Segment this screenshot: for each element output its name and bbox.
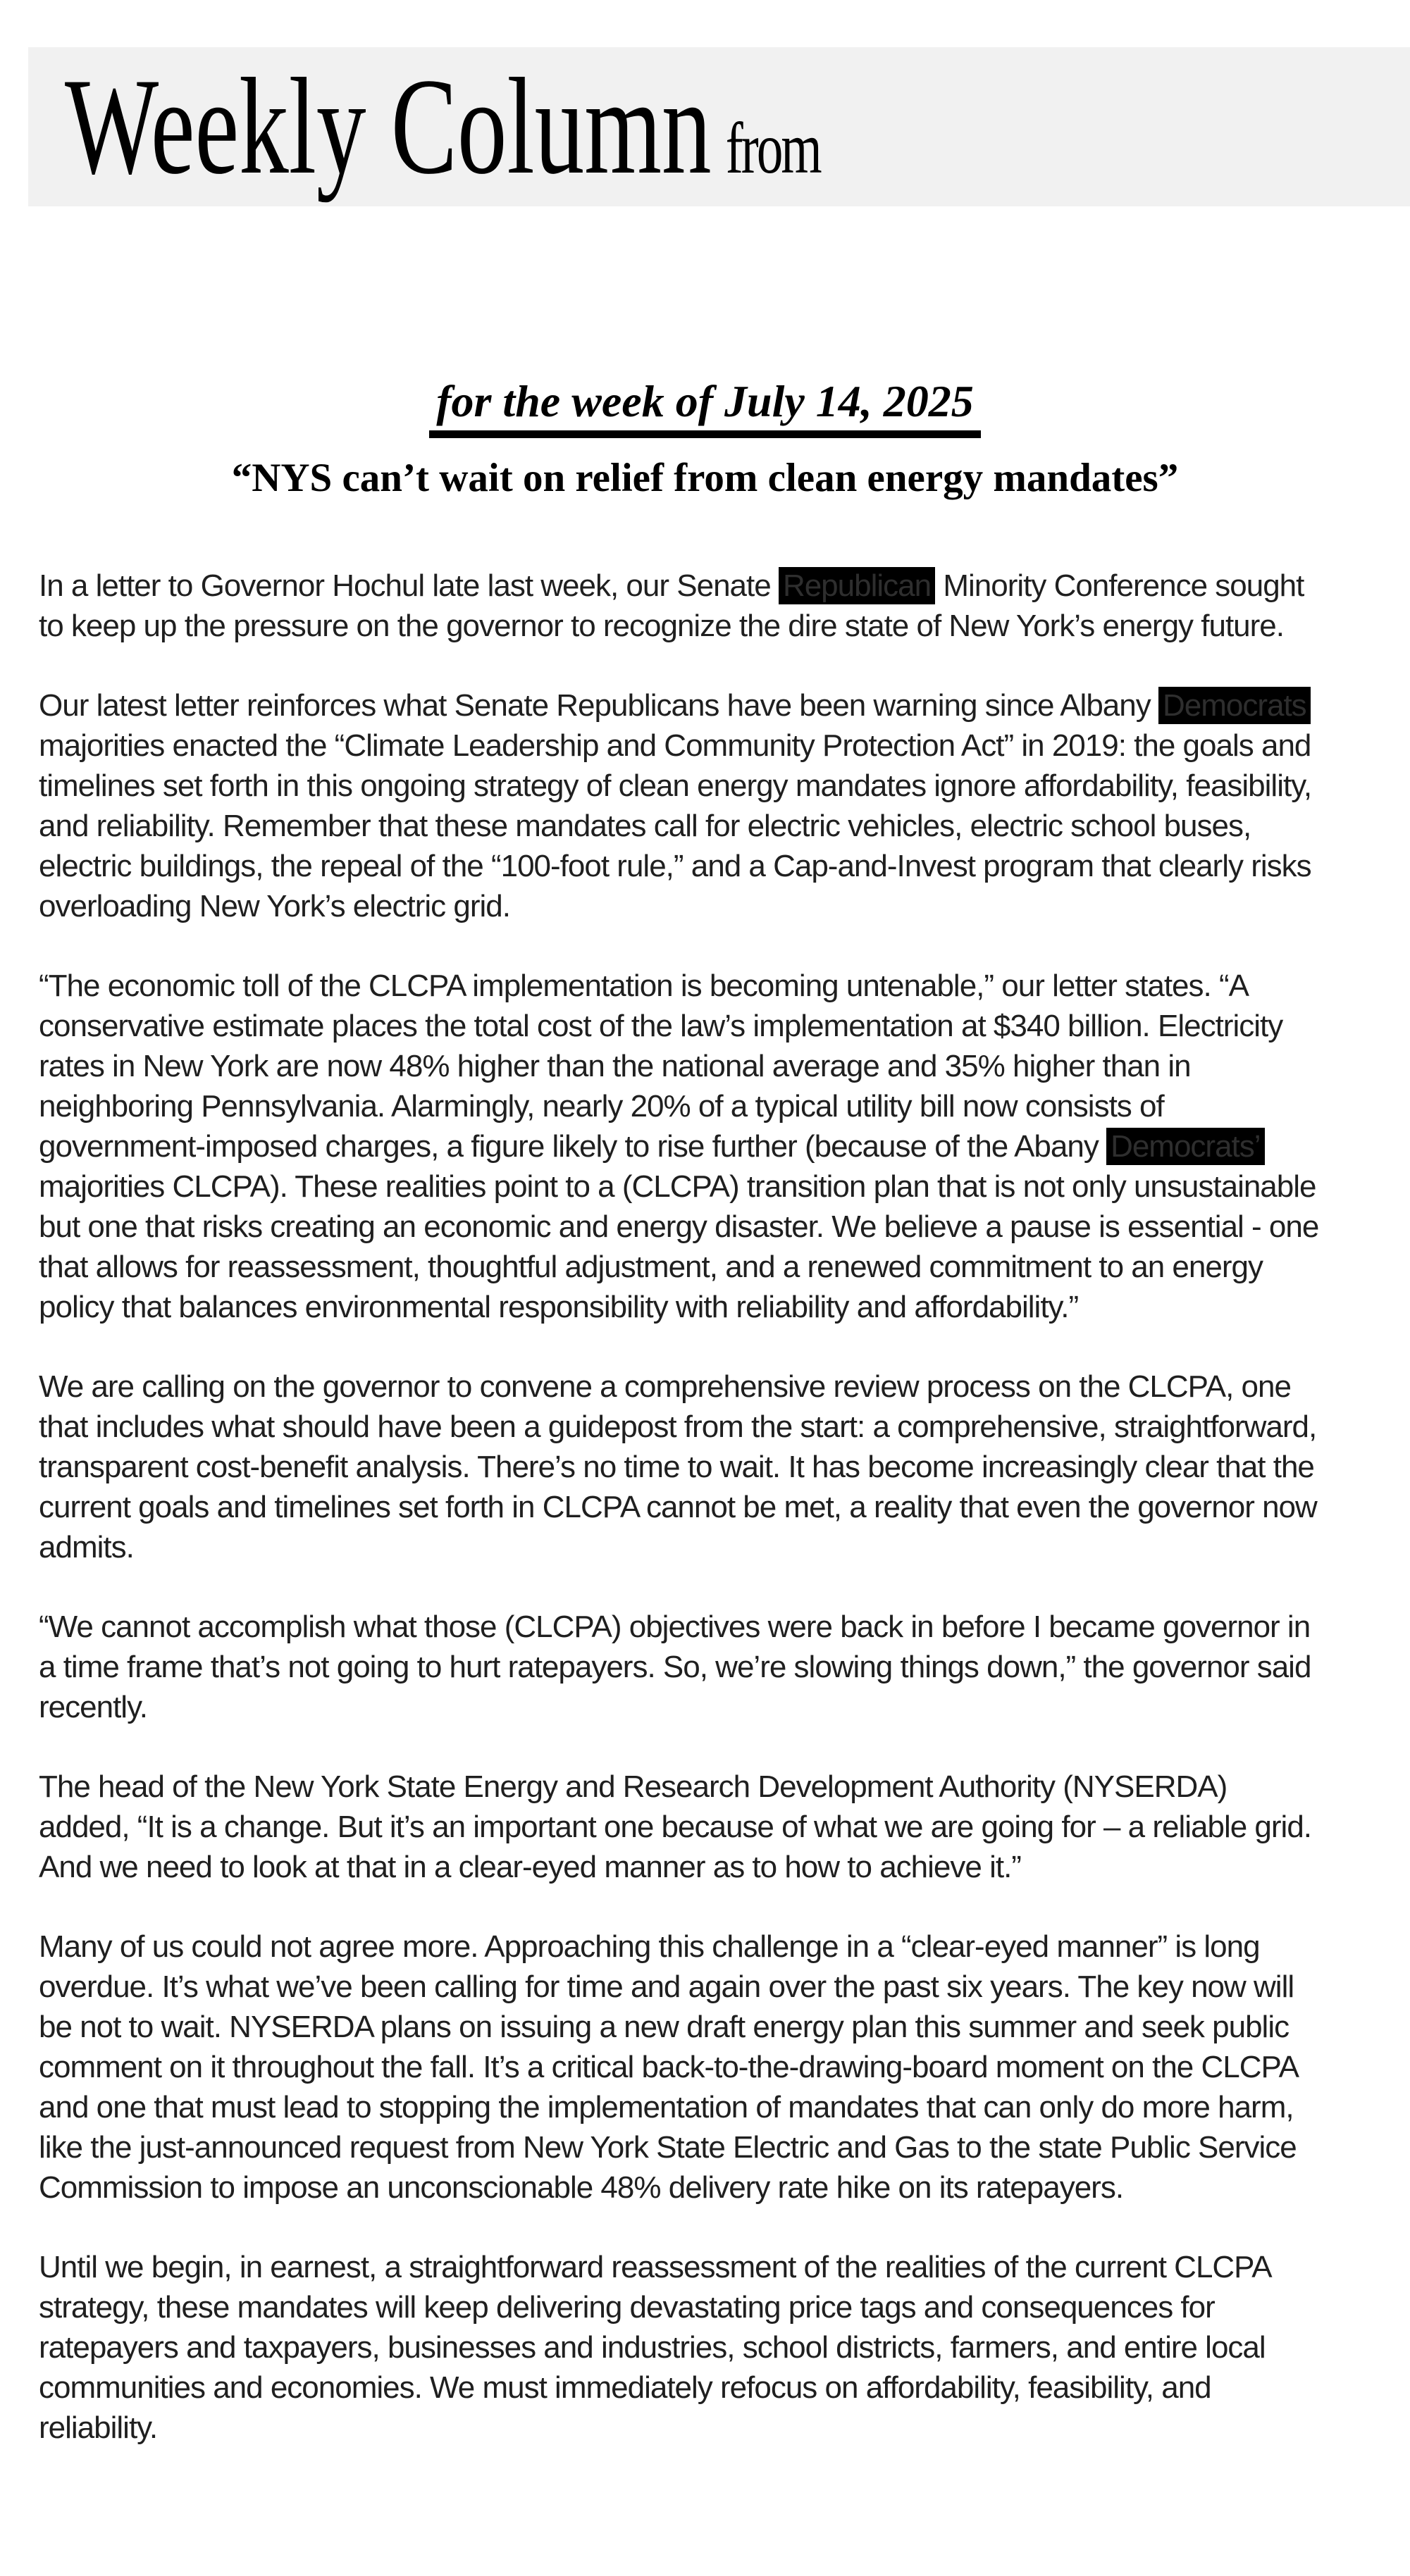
paragraph xyxy=(39,1367,1322,1567)
text-segment: majorities CLCPA). These realities point to a (CLCPA) transition plan that is not only unsustainable but one that risks creating an economic and energy disaster. We believe a pause is essential - one that allows for reassessment, thoughtful adjustment, and a renewed commitment to an energy policy that balances environmental responsibility with reliability and affordability.” xyxy=(39,1169,1319,1324)
newsletter-title-suffix: from xyxy=(725,108,820,189)
redacted-text: Republican xyxy=(779,567,935,604)
date-line-wrap xyxy=(0,378,1410,438)
paragraph xyxy=(39,685,1322,926)
paragraph xyxy=(39,1767,1322,1887)
text-segment: majorities enacted the “Climate Leadership and Community Protection Act” in 2019: the goals and timelines set forth in this ongoing strategy of clean energy mandates ignore affordability, feasibility, and reliability. Remember that these mandates call for electric vehicles, electric school buses, electric buildings, the repeal of the “100-foot rule,” and a Cap-and-Invest program that clearly risks overloading New York’s electric grid. xyxy=(39,728,1312,923)
text-segment: In a letter to Governor Hochul late last week, our Senate xyxy=(39,568,779,603)
text-segment: The head of the New York State Energy and Research Development Authority (NYSERDA) added, “It is a change. But it’s an important one because of what we are going for – a reliable grid. And we need to look at that in a clear-eyed manner as to how to achieve it.” xyxy=(39,1769,1312,1884)
masthead-banner xyxy=(28,47,1410,206)
week-date-heading: for the week of July 14, 2025 xyxy=(429,378,981,438)
text-segment: “The economic toll of the CLCPA implementation is becoming untenable,” our letter states. “A conservative estimate places the total cost of the law’s implementation at $340 billion. Electricity rates in New York are now 48% higher than the national average and 35% higher than in neighboring Pennsylvania. Alarmingly, nearly 20% of a typical utility bill now consists of government-imposed charges, a figure likely to rise further (because of the Abany xyxy=(39,968,1283,1164)
paragraph xyxy=(39,966,1322,1327)
redacted-text: Democrats xyxy=(1158,687,1311,724)
redacted-text: Democrats’ xyxy=(1106,1128,1265,1165)
text-segment: Many of us could not agree more. Approaching this challenge in a “clear-eyed manner” is long overdue. It’s what we’ve been calling for time and again over the past six years. The key now will be not to wait. NYSERDA plans on issuing a new draft energy plan this summer and seek public comment on it throughout the fall. It’s a critical back-to-the-drawing-board moment on the CLCPA and one that must lead to stopping the implementation of mandates that can only do more harm, like the just-announced request from New York State Electric and Gas to the state Public Service Commission to impose an unconscionable 48% delivery rate hike on its ratepayers. xyxy=(39,1929,1297,2205)
paragraph xyxy=(39,566,1322,646)
masthead xyxy=(0,378,1410,501)
paragraph xyxy=(39,2247,1322,2448)
text-segment: Minority Conference sought to keep up the pressure on the governor to recognize the dire state of New York’s energy future. xyxy=(39,568,1304,643)
text-segment: Our latest letter reinforces what Senate Republicans have been warning since Albany xyxy=(39,687,1158,723)
text-segment: Until we begin, in earnest, a straightforward reassessment of the realities of the current CLCPA strategy, these mandates will keep delivering devastating price tags and consequences for ratepayers and taxpayers, businesses and industries, school districts, farmers, and entire local communities and economies. We must immediately refocus on affordability, feasibility, and reliability. xyxy=(39,2249,1270,2445)
column-headline: “NYS can’t wait on relief from clean energy mandates” xyxy=(231,456,1179,501)
article-body xyxy=(39,566,1322,2448)
newsletter-title-main: Weekly Column xyxy=(65,50,712,203)
paragraph xyxy=(39,1927,1322,2208)
newsletter-title xyxy=(65,50,820,203)
text-segment: We are calling on the governor to convene a comprehensive review process on the CLCPA, one that includes what should have been a guidepost from the start: a comprehensive, straightforward, transparent cost-benefit analysis. There’s no time to wait. It has become increasingly clear that the current goals and timelines set forth in CLCPA cannot be met, a reality that even the governor now admits. xyxy=(39,1369,1317,1564)
paragraph xyxy=(39,1607,1322,1727)
text-segment: “We cannot accomplish what those (CLCPA) objectives were back in before I became governor in a time frame that’s not going to hurt ratepayers. So, we’re slowing things down,” the governor said recently. xyxy=(39,1609,1311,1724)
